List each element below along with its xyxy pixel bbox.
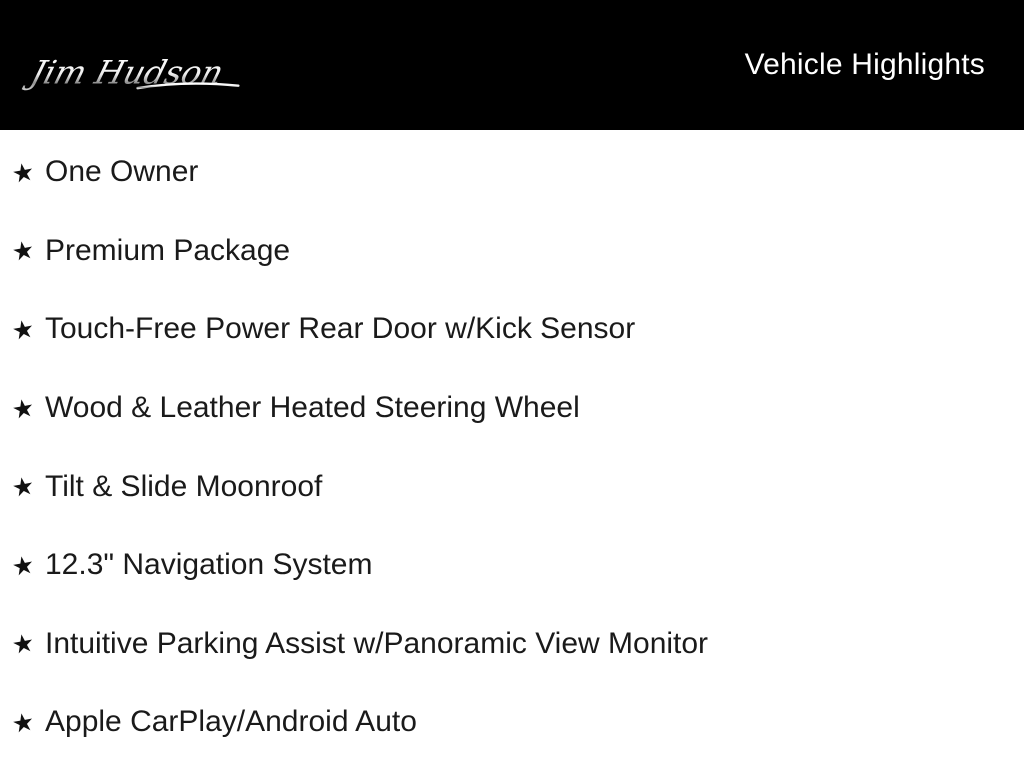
logo-signature-text: Jim Hudson: [26, 53, 228, 92]
highlight-text: Touch-Free Power Rear Door w/Kick Sensor: [45, 312, 636, 346]
highlight-item: [9, 605, 1024, 684]
highlight-item: [9, 290, 1024, 369]
star-bullet-icon: ★: [9, 235, 37, 268]
highlight-text: Intuitive Parking Assist w/Panoramic View Monitor: [45, 626, 709, 660]
star-bullet-icon: ★: [9, 156, 37, 189]
star-bullet-icon: ★: [9, 627, 37, 661]
highlight-item: [9, 447, 1024, 526]
page-title: Vehicle Highlights: [744, 48, 985, 81]
highlight-text: One Owner: [45, 155, 199, 189]
header-bar: [0, 0, 1024, 130]
jim-hudson-signature-icon: [16, 41, 244, 103]
highlight-text: Apple CarPlay/Android Auto: [45, 705, 417, 739]
highlight-item: [9, 133, 1024, 212]
dealer-logo: [16, 41, 244, 103]
highlight-text: 12.3" Navigation System: [45, 548, 373, 582]
highlights-list: [0, 130, 1024, 762]
highlight-item: [9, 526, 1024, 605]
highlight-item: [9, 369, 1024, 448]
highlight-text: Wood & Leather Heated Steering Wheel: [45, 391, 580, 425]
highlight-text: Premium Package: [45, 233, 291, 267]
star-bullet-icon: ★: [9, 706, 37, 740]
highlight-item: [9, 212, 1024, 291]
star-bullet-icon: ★: [9, 549, 37, 582]
highlight-item: [9, 683, 1024, 762]
star-bullet-icon: ★: [9, 313, 37, 347]
star-bullet-icon: ★: [9, 470, 37, 504]
highlight-text: Tilt & Slide Moonroof: [45, 469, 323, 503]
star-bullet-icon: ★: [9, 392, 37, 425]
